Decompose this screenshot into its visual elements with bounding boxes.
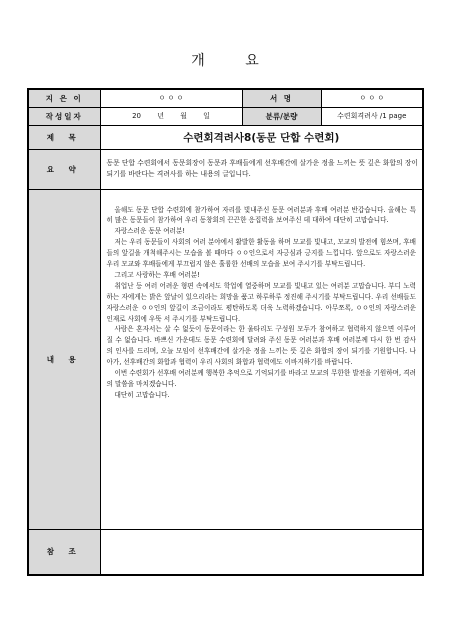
content-row (28, 189, 423, 529)
content-body (100, 189, 423, 529)
category-value: 수련회격려사 /1 page (321, 107, 423, 125)
subject-row (28, 125, 423, 149)
sign-value: ㅇ ㅇ ㅇ (321, 89, 423, 107)
summary-row (28, 149, 423, 189)
content-paragraph: 저는 우리 동문들이 사회의 여러 분야에서 활발한 활동을 하며 모교를 빛내고, 모교의 발전에 힘쓰며, 후배들의 앞길을 개척해주시는 모습을 볼 때마다 ㅇㅇ인으로서 자긍심과 긍지를 느낍니다. 앞으로도 자랑스러운 우리 모교와 후배들에게 부끄럽지 않은 훌륭한 선배의 모습을 보여 주시기를 부탁드립니다. (106, 238, 416, 269)
content-label: 내 용 (28, 189, 100, 529)
content-paragraph: 그리고 사랑하는 후배 여러분! (114, 270, 200, 279)
subject-label: 제 목 (28, 125, 100, 149)
date-row (28, 107, 423, 125)
note-row (28, 529, 423, 575)
author-value: ㅇ ㅇ ㅇ (100, 89, 242, 107)
summary-text: 동문 단합 수련회에서 동문회장이 동문과 후배들에게 선후배간에 살가운 정을 느끼는 뜻 깊은 화합의 장이 되기를 바란다는 격려사를 하는 내용의 글입니다. (100, 149, 423, 189)
sign-label: 서 명 (242, 89, 321, 107)
author-row (28, 89, 423, 107)
content-paragraph: 올해도 동문 단합 수련회에 참가하여 자리를 빛내주신 동문 여러분과 후배 여러분 반갑습니다. 올해는 특히 많은 동문들이 참가하여 우리 동창회의 끈끈한 응집력을 보여주신 데 대하여 대단히 고맙습니다. (106, 205, 416, 225)
category-label: 분류/분량 (242, 107, 321, 125)
date-label: 작성일자 (28, 107, 100, 125)
content-paragraph: 대단히 고맙습니다. (114, 390, 170, 399)
page-title: 개 요 (191, 53, 277, 69)
date-value: 20 년 월 일 (100, 107, 242, 125)
subject-value: 수련회격려사8(동문 단합 수련회) (100, 125, 423, 149)
note-value (100, 529, 423, 575)
content-paragraph: 이번 수련회가 선후배 여러분께 행복한 추억으로 기억되기를 바라고 모교의 무한한 발전을 기원하며, 격려의 말씀을 마치겠습니다. (106, 369, 416, 388)
summary-label: 요 약 (28, 149, 100, 189)
content-paragraph: 사람은 혼자서는 살 수 없듯이 동문이라는 한 울타리도 구성원 모두가 참여하고 협력하지 않으면 이루어 질 수 없습니다. 바쁘신 가운데도 동문 수련회에 달려와 주신 동문 여러분과 후배 여러분께 다시 한 번 감사의 인사를 드리며, 오늘 모임이 선후배간에 살가운 정을 느끼는 뜻 깊은 화합의 장이 되기를 기원합니다. 나아가, 선후배간의 화합과 협력이 우리 사회의 화합과 협력에도 이바지하기를 바랍니다. (106, 325, 416, 367)
summary-table (27, 88, 424, 576)
author-label: 지 은 이 (28, 89, 100, 107)
content-paragraph: 취업난 등 여러 어려운 형편 속에서도 학업에 열중하며 모교를 빛내고 있는 여러분 고맙습니다. 부디 노력하는 자에게는 밝은 앞날이 있으리라는 희망을 품고 하루하루 정진해 주시기를 부탁드립니다. 우리 선배들도 자랑스러운 ㅇㅇ인의 앞길이 조금이라도 평탄하도록 더욱 노력하겠습니다. 아무쪼록, ㅇㅇ인의 자랑스러운 인재로 사회에 우뚝 서 주시기를 부탁드립니다. (106, 281, 416, 323)
note-label: 참 조 (28, 529, 100, 575)
content-paragraph: 자랑스러운 동문 여러분! (114, 227, 186, 236)
